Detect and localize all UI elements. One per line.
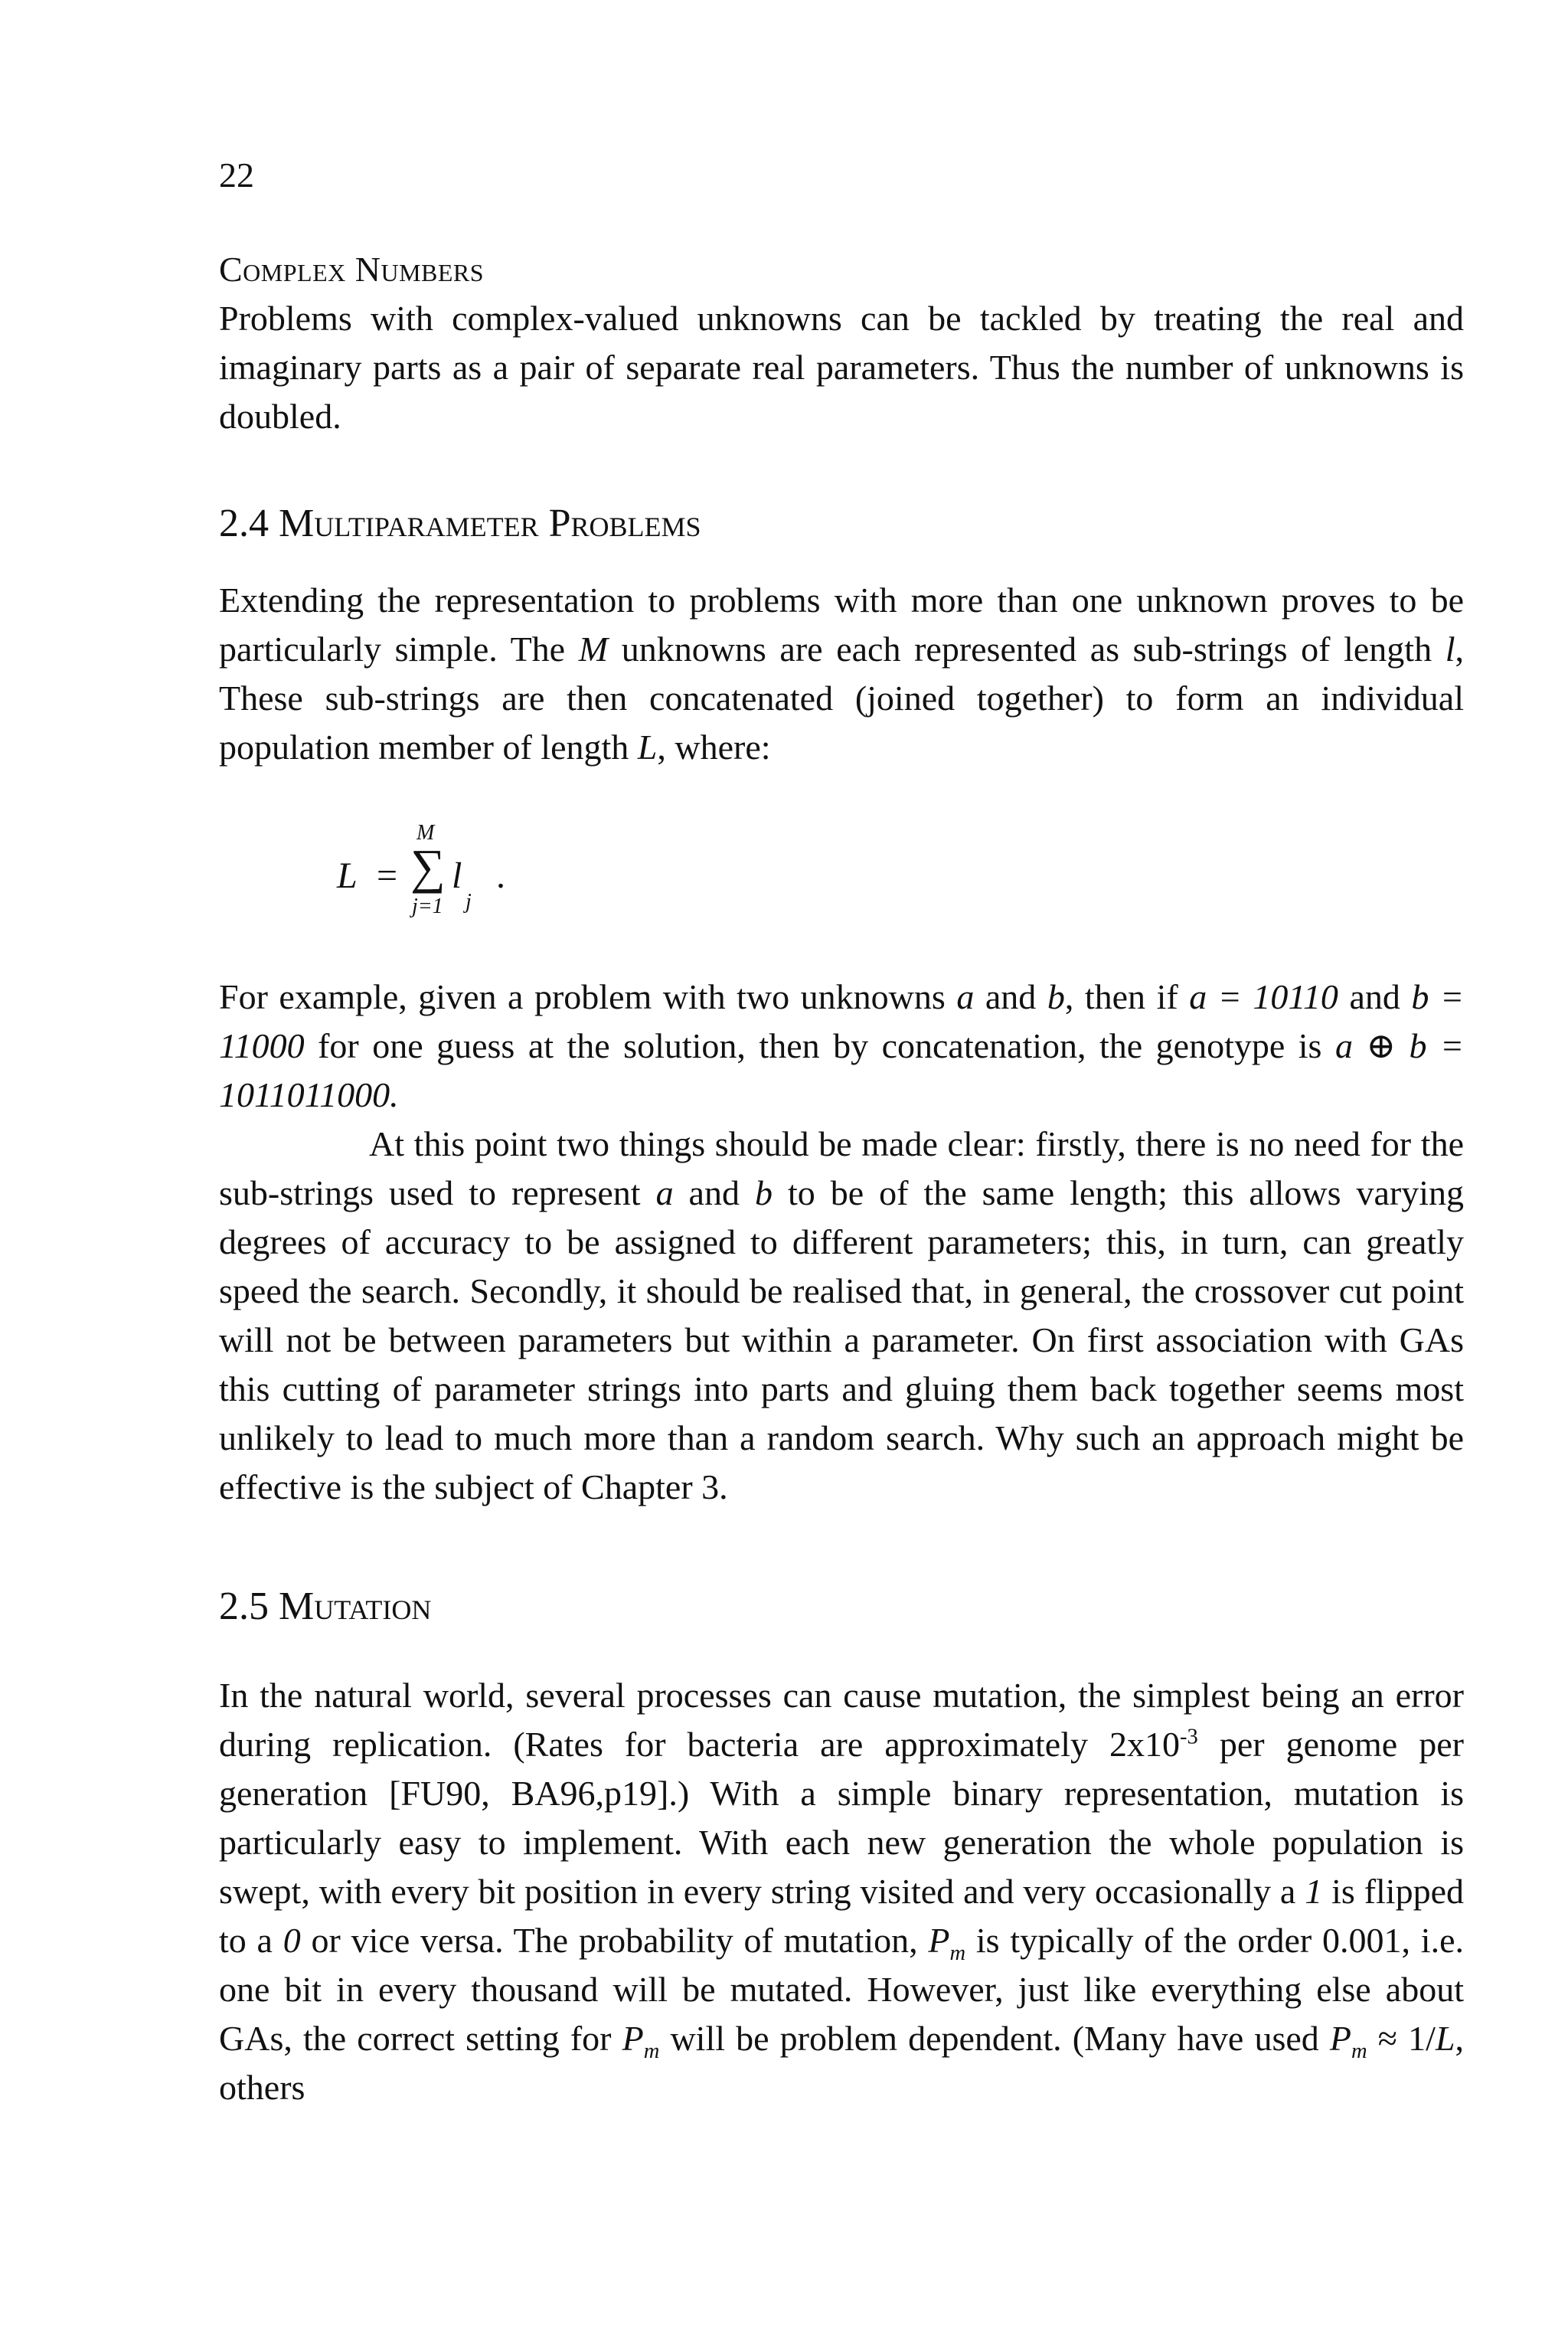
sum-lower-limit: j=1 <box>412 895 443 918</box>
section-number: 2.4 <box>219 502 269 545</box>
multiparameter-paragraph-1: Extending the representation to problems with more than one unknown proves to be particularly simple. The M unknowns are each represented as sub-strings of length l, These sub-strings are then concatenated (joined together) to form an individual population member of length L, where: <box>219 581 1464 767</box>
section-title: Multiparameter Problems <box>279 502 701 545</box>
multiparameter-paragraph-2: For example, given a problem with two unknowns a and b, then if a = 10110 and b = 11000 for one guess at the solution, then by concatenation, the genotype is a ⊕ b = 1011011000. <box>219 977 1464 1114</box>
summation-symbol: ∑ <box>410 839 446 894</box>
complex-numbers-heading: Complex Numbers <box>219 250 485 289</box>
page-content <box>219 245 1464 2112</box>
page-number: 22 <box>219 155 254 195</box>
length-equation <box>337 823 1464 916</box>
section-title: Mutation <box>279 1585 432 1628</box>
equation-lhs: L <box>337 855 358 896</box>
equation-period: . <box>496 855 505 896</box>
complex-numbers-paragraph: Problems with complex-valued unknowns can be tackled by treating the real and imaginary parts as a pair of separate real parameters. Thus the number of unknowns is doubled. <box>219 299 1464 436</box>
equation-equals: = <box>377 855 398 896</box>
equation-term: l <box>452 855 462 896</box>
mutation-paragraph: In the natural world, several processes can cause mutation, the simplest being an error during replication. (Rates for bacteria are approximately $2x10^{-3}$ per genome per generation [FU90, BA96,p19].) With a simple binary representation, mutation is particularly easy to implement. With each new generation the whole population is swept, with every bit position in every string visited and very occasionally a 1 is flipped to a 0 or vice versa. The probability of mutation, $P_m$ is typically of the order 0.001, i.e. one bit in every thousand will be mutated. However, just like everything else about GAs, the correct setting for $P_m$ will be problem dependent. (Many have used $P_m \approx 1/L$, others <box>219 1676 1465 2107</box>
section-2-5-heading <box>219 1582 1464 1631</box>
equation-term-subscript: j <box>466 890 472 914</box>
multiparameter-paragraph-3: At this point two things should be made clear: firstly, there is no need for the sub-strings used to represent a and b to be of the same length; this allows varying degrees of accuracy to be assigned to different parameters; this, in turn, can greatly speed the search. Secondly, it should be realised that, in general, the crossover cut point will not be between parameters but within a parameter. On first association with GAs this cutting of parameter strings into parts and gluing them back together seems most unlikely to lead to much more than a random search. Why such an approach might be effective is the subject of Chapter 3. <box>219 1124 1465 1506</box>
section-number: 2.5 <box>219 1585 269 1628</box>
section-2-4-heading <box>219 499 1464 548</box>
sum-upper-limit: M <box>416 821 435 845</box>
